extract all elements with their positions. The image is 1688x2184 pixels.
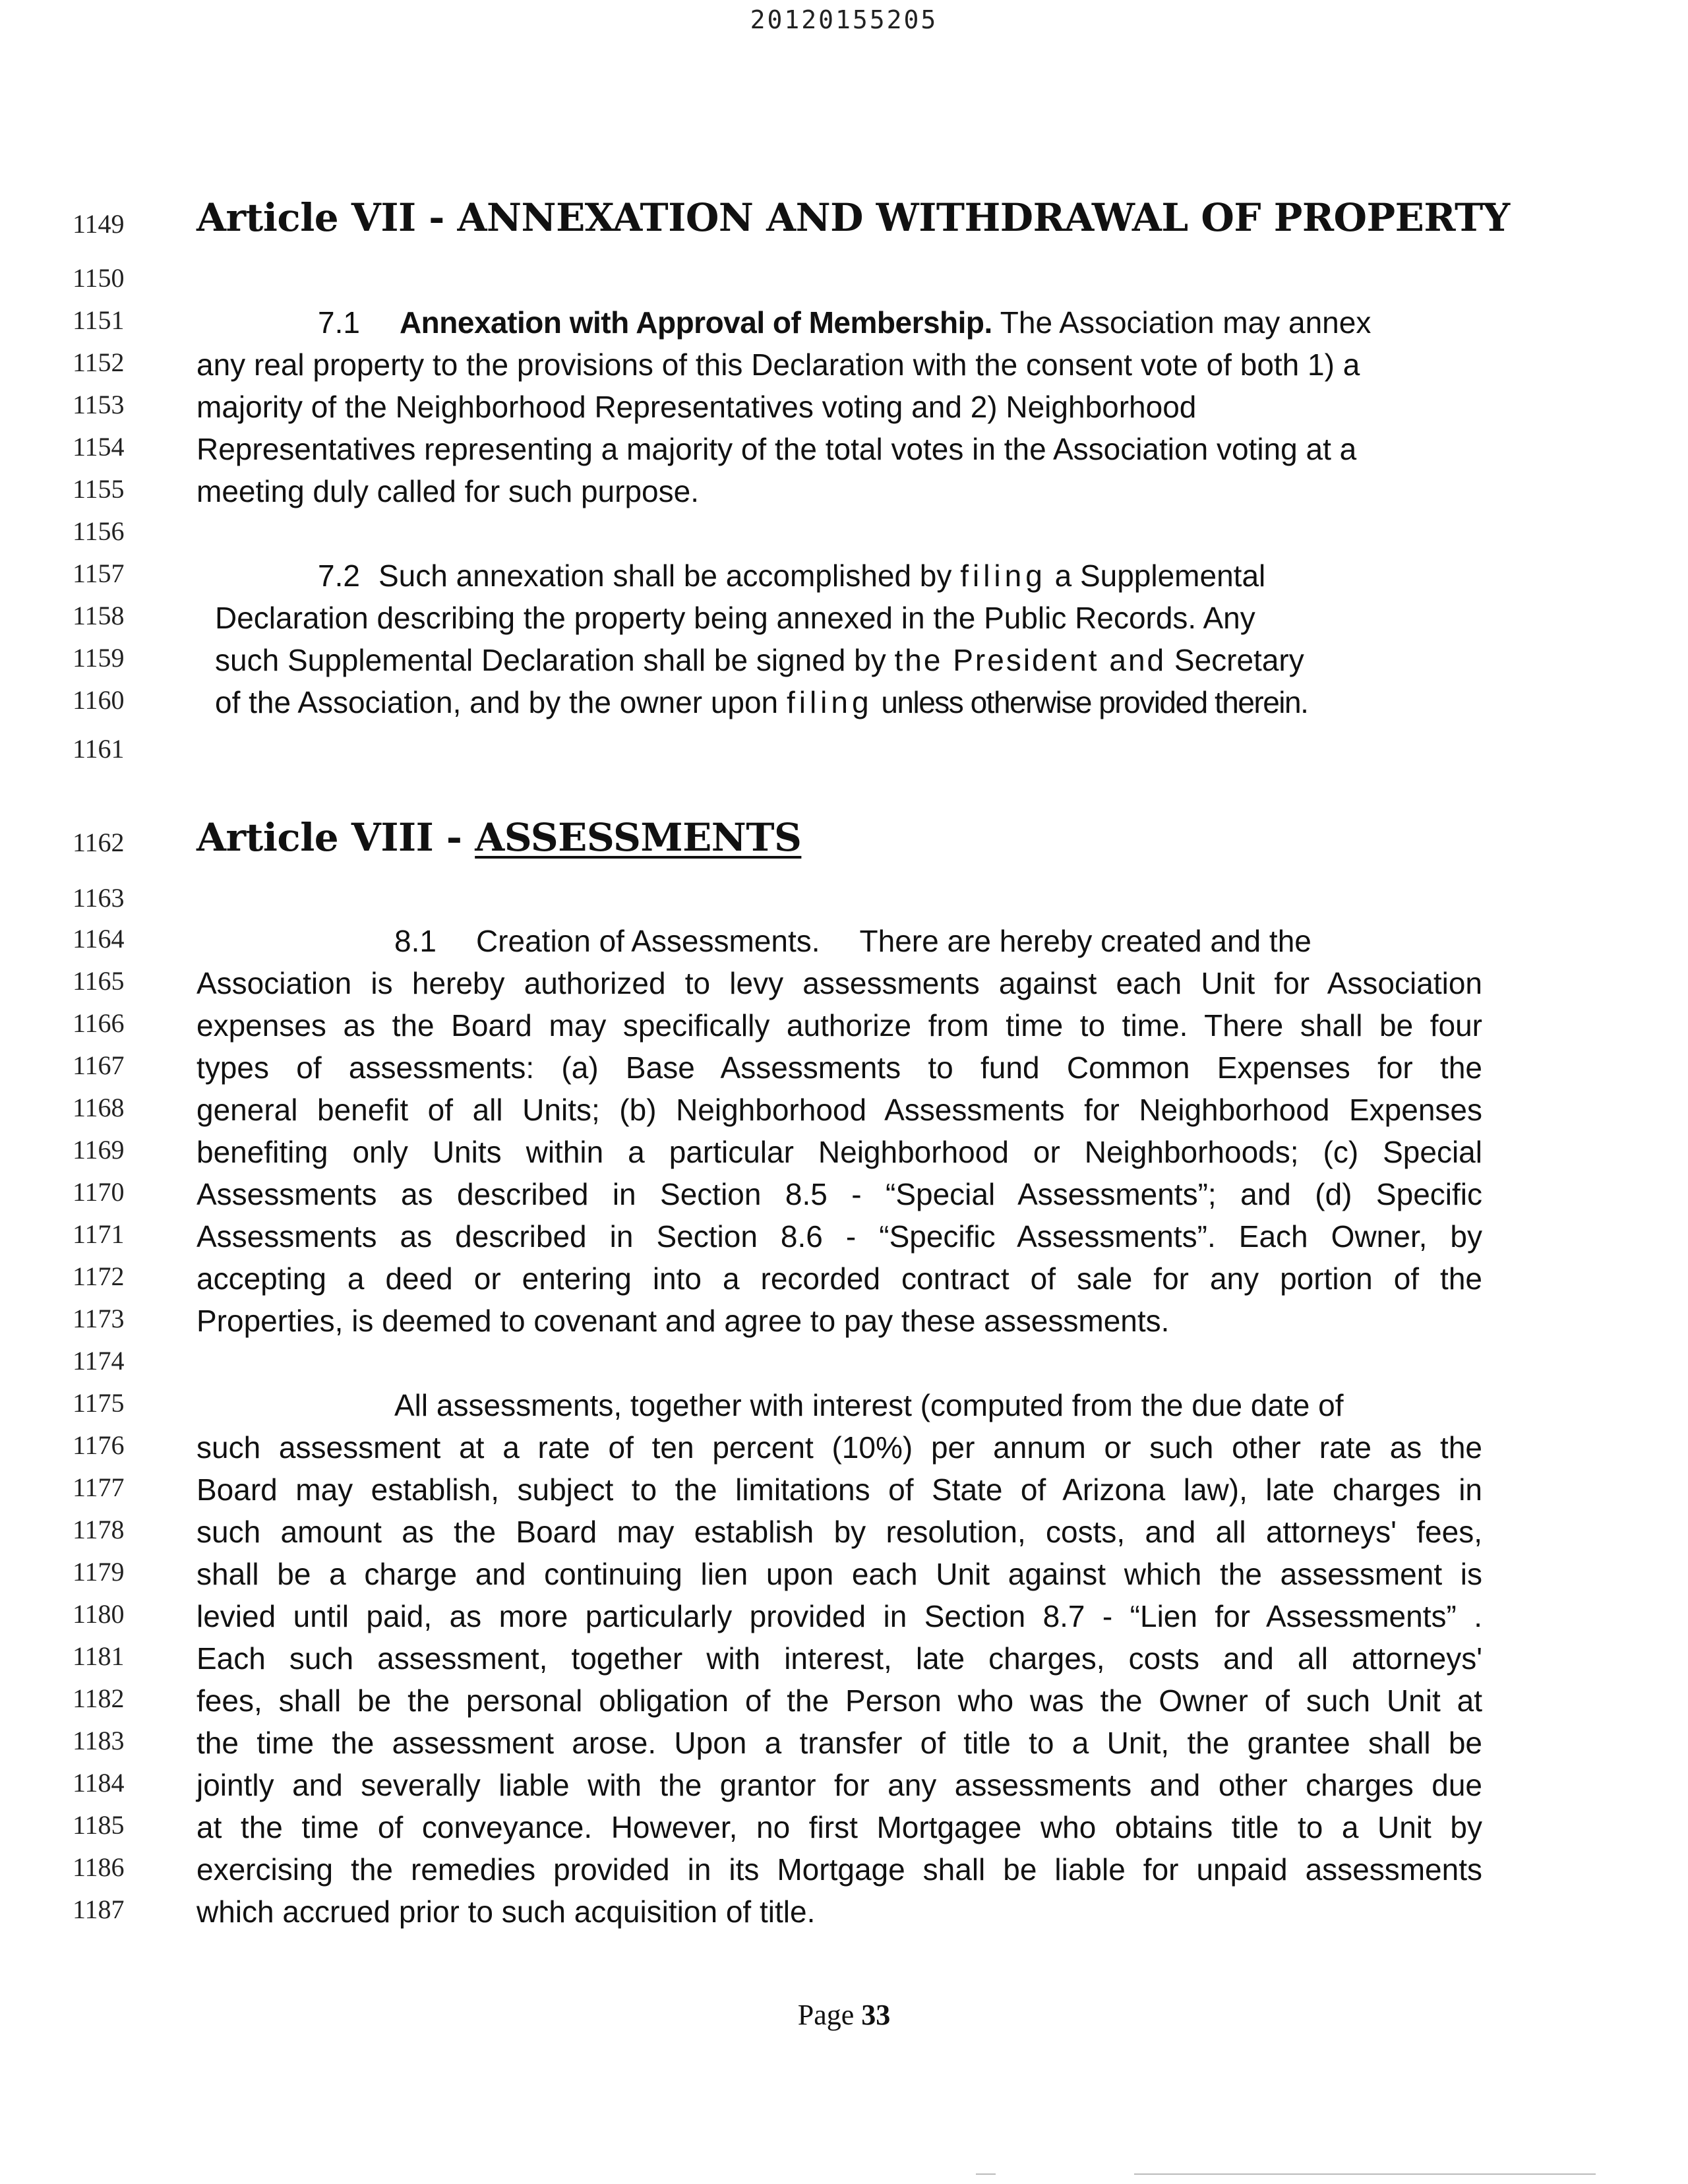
text-line: Representatives representing a majority of the total votes in the Association voting at a [196,432,1357,466]
line-number: 1187 [73,1895,125,1924]
line-1178 [0,1514,1688,1556]
line-1171 [0,1219,1688,1261]
line-number: 1168 [73,1093,125,1122]
line-number: 1184 [73,1768,125,1798]
text-line: jointly and severally liable with the grantor for any assessments and other charges due [196,1768,1482,1802]
line-number: 1164 [73,924,125,954]
text-span: a Supplemental [1054,559,1266,593]
line-1162 [0,815,1688,861]
text-line: Each such assessment, together with interest, late charges, costs and all attorneys' [196,1641,1482,1676]
section-number: 7.2 [318,559,360,593]
text-line: expenses as the Board may specifically authorize from time to time. There shall be four [196,1008,1482,1043]
line-1166 [0,1008,1688,1050]
line-1181 [0,1641,1688,1683]
line-number: 1176 [73,1430,125,1460]
line-1164 [0,923,1688,965]
line-1183 [0,1725,1688,1767]
line-1173 [0,1303,1688,1345]
line-number: 1169 [73,1135,125,1165]
text-span: filing [960,559,1046,593]
line-1175 [0,1387,1688,1430]
line-number: 1150 [73,263,125,293]
text-line: which accrued prior to such acquisition of title. [196,1895,816,1929]
scan-artifact [976,2173,996,2175]
section-number: 7.1 [318,305,360,340]
line-number: 1166 [73,1008,125,1038]
line-number: 1163 [73,883,125,913]
text-line: Properties, is deemed to covenant and agree to pay these assessments. [196,1304,1170,1338]
text-span: such Supplemental Declaration shall be signed by [215,643,886,677]
line-number: 1174 [73,1346,125,1376]
line-1163 [0,882,1688,925]
line-1172 [0,1261,1688,1303]
line-1152 [0,347,1688,389]
text-span: Page [797,1999,855,2031]
line-number: 1172 [73,1261,125,1291]
line-number: 1162 [73,828,125,857]
text-span: All assessments, together with interest (computed from the due date of [394,1388,1344,1422]
line-number: 1182 [73,1684,125,1713]
line-number: 1185 [73,1810,125,1840]
line-1167 [0,1050,1688,1092]
line-1187 [0,1894,1688,1936]
text-span: 33 [861,1999,891,2031]
line-1168 [0,1092,1688,1134]
text-line: Board may establish, subject to the limitations of State of Arizona law), late charges in [196,1472,1482,1507]
text-line: Assessments as described in Section 8.6 - “Specific Assessments”. Each Owner, by [196,1219,1482,1254]
text-line: benefiting only Units within a particular Neighborhood or Neighborhoods; (c) Special [196,1135,1482,1169]
line-1169 [0,1134,1688,1176]
section-7-2-first-line [196,558,1482,593]
line-number: 1179 [73,1557,125,1587]
text-line: any real property to the provisions of this Declaration with the consent vote of both 1) a [196,348,1360,382]
line-1158 [0,600,1688,642]
text-line: at the time of conveyance. However, no first Mortgagee who obtains title to a Unit by [196,1810,1482,1844]
line-number: 1180 [73,1599,125,1629]
text-line: types of assessments: (a) Base Assessments to fund Common Expenses for the [196,1050,1482,1085]
text-span: The Association may annex [1000,305,1372,340]
line-1180 [0,1598,1688,1641]
text-line: Declaration describing the property being annexed in the Public Records. Any [215,601,1255,635]
line-1157 [0,558,1688,600]
line-1156 [0,516,1688,558]
line-number: 1181 [73,1641,125,1671]
page-number [0,1998,1688,2032]
text-line: exercising the remedies provided in its Mortgage shall be liable for unpaid assessments [196,1852,1482,1887]
line-number: 1178 [73,1515,125,1544]
text-span: There are hereby created and the [859,924,1311,958]
line-1177 [0,1472,1688,1514]
text-line: majority of the Neighborhood Representatives voting and 2) Neighborhood [196,390,1197,424]
line-number: 1157 [73,559,125,588]
line-number: 1154 [73,432,125,462]
line-1179 [0,1556,1688,1598]
line-1182 [0,1683,1688,1725]
text-line: Assessments as described in Section 8.5 - “Special Assessments”; and (d) Specific [196,1177,1482,1211]
scan-artifact [1134,2173,1596,2175]
line-1155 [0,473,1688,516]
text-line: levied until paid, as more particularly provided in Section 8.7 - “Lien for Assessments” . [196,1599,1482,1633]
text-span: ASSESSMENTS [475,815,802,860]
line-number: 1167 [73,1050,125,1080]
line-number: 1153 [73,390,125,419]
text-line [215,642,1481,678]
article-viii-heading [196,815,801,860]
text-line: general benefit of all Units; (b) Neighborhood Assessments for Neighborhood Expenses [196,1093,1482,1127]
text-span: Secretary [1174,643,1304,677]
line-1185 [0,1809,1688,1852]
line-number: 1171 [73,1219,125,1249]
article-vii-heading: Article VII - ANNEXATION AND WITHDRAWAL OF PROPERTY [196,195,1510,240]
line-number: 1156 [73,516,125,546]
line-1184 [0,1767,1688,1809]
line-number: 1158 [73,601,125,630]
line-1154 [0,431,1688,473]
text-span: filing [786,685,873,719]
text-span: Article VIII - [196,815,475,860]
section-number: 8.1 [394,924,437,958]
line-number: 1160 [73,685,125,715]
text-line: the time the assessment arose. Upon a transfer of title to a Unit, the grantee shall be [196,1726,1482,1760]
line-1153 [0,389,1688,431]
line-number: 1152 [73,348,125,377]
text-span: the President and [894,643,1166,677]
text-line: meeting duly called for such purpose. [196,474,699,508]
section-title: Annexation with Approval of Membership. [399,305,992,340]
line-number: 1170 [73,1177,125,1207]
line-number: 1177 [73,1472,125,1502]
line-number: 1186 [73,1852,125,1882]
line-number: 1175 [73,1388,125,1418]
line-1149 [0,195,1688,241]
document-id: 20120155205 [750,5,938,34]
line-number: 1173 [73,1304,125,1333]
line-1150 [0,262,1688,305]
text-line: Association is hereby authorized to levy assessments against each Unit for Association [196,966,1482,1000]
text-span: Such annexation shall be accomplished by [378,559,952,593]
line-number: 1149 [73,209,125,239]
text-span: of the Association, and by the owner upon [215,685,779,719]
line-1176 [0,1430,1688,1472]
line-1160 [0,684,1688,727]
text-line: shall be a charge and continuing lien upon each Unit against which the assessment is [196,1557,1482,1591]
line-1161 [0,733,1688,775]
line-number: 1165 [73,966,125,996]
text-line: fees, shall be the personal obligation of the Person who was the Owner of such Unit at [196,1684,1482,1718]
line-number: 1151 [73,305,125,335]
line-1159 [0,642,1688,684]
line-number: 1183 [73,1726,125,1755]
line-1186 [0,1852,1688,1894]
line-number: 1161 [73,734,125,764]
section-title: Creation of Assessments. [475,924,820,958]
section-8-1-first-line [196,923,1482,959]
section-7-1-first-line [196,305,1482,340]
text-line: such amount as the Board may establish by resolution, costs, and all attorneys' fees, [196,1515,1482,1549]
text-line: such assessment at a rate of ten percent (10%) per annum or such other rate as the [196,1430,1482,1465]
text-line [196,1387,1482,1423]
text-line: accepting a deed or entering into a recorded contract of sale for any portion of the [196,1261,1482,1296]
line-number: 1159 [73,643,125,673]
line-1165 [0,965,1688,1008]
line-1170 [0,1176,1688,1219]
text-span: unless otherwise provided therein. [881,685,1308,719]
line-number: 1155 [73,474,125,504]
line-1151 [0,305,1688,347]
line-1174 [0,1345,1688,1387]
text-line [215,684,1481,720]
